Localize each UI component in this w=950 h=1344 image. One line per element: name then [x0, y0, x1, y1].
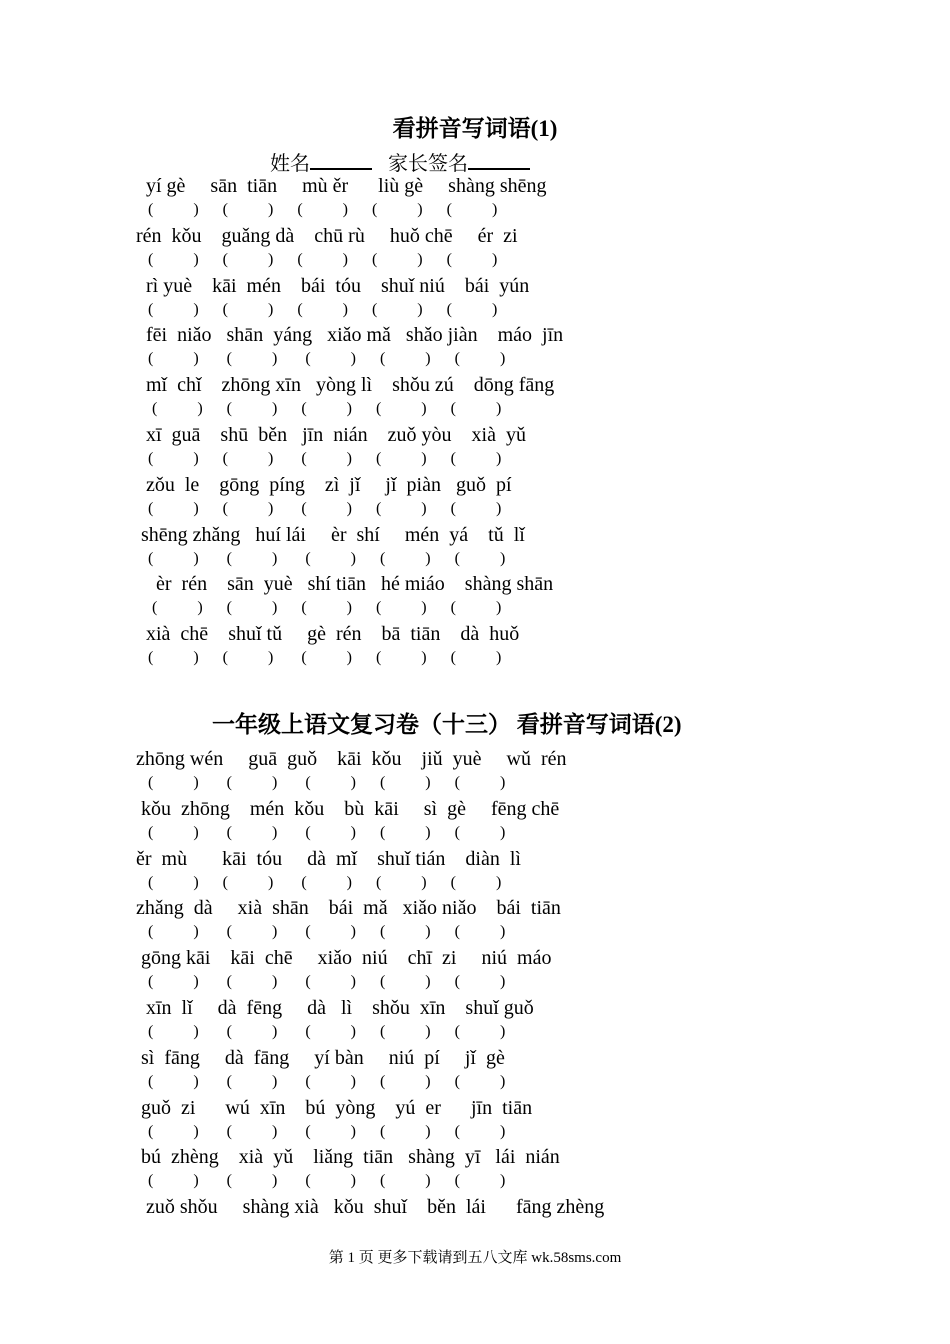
pinyin-row: ěr mù kāi tóu dà mǐ shuǐ tián diàn lì — [136, 847, 521, 870]
answer-blanks-row: ( ) ( ) ( ) ( ) ( ) — [148, 350, 506, 368]
answer-blanks-row: ( ) ( ) ( ) ( ) ( ) — [148, 649, 502, 667]
page-footer: 第 1 页 更多下载请到五八文库 wk.58sms.com — [328, 1250, 622, 1266]
pinyin-row: zuǒ shǒu shàng xià kǒu shuǐ běn lái fāng zhèng — [136, 1196, 605, 1219]
pinyin-row: zhōng wén guā guǒ kāi kǒu jiǔ yuè wǔ rén — [136, 748, 567, 770]
pinyin-row: yí gè sān tiān mù ěr liù gè shàng shēng — [136, 175, 547, 197]
answer-blanks-row: ( ) ( ) ( ) ( ) ( ) — [148, 599, 502, 617]
pinyin-row: xīn lǐ dà fēng dà lì shǒu xīn shuǐ guǒ — [136, 997, 534, 1019]
section2-title: 一年级上语文复习卷（十三） 看拼音写词语(2) — [212, 712, 682, 737]
answer-blanks-row: ( ) ( ) ( ) ( ) ( ) — [148, 400, 502, 418]
answer-blanks-row: ( ) ( ) ( ) ( ) ( ) — [148, 499, 502, 517]
answer-blanks-row: ( ) ( ) ( ) ( ) ( ) — [148, 201, 498, 218]
signature-line — [270, 147, 530, 176]
name-blank — [310, 150, 372, 170]
answer-blanks-row: ( ) ( ) ( ) ( ) ( ) — [148, 774, 506, 791]
answer-blanks-row: ( ) ( ) ( ) ( ) ( ) — [148, 450, 502, 467]
pinyin-row: èr rén sān yuè shí tiān hé miáo shàng shān — [136, 573, 554, 596]
answer-blanks-row: ( ) ( ) ( ) ( ) ( ) — [148, 923, 506, 941]
answer-blanks-row: ( ) ( ) ( ) ( ) ( ) — [148, 1023, 506, 1040]
pinyin-row: rì yuè kāi mén bái tóu shuǐ niú bái yún — [136, 274, 530, 297]
answer-blanks-row: ( ) ( ) ( ) ( ) ( ) — [148, 250, 498, 268]
pinyin-row: shēng zhǎng huí lái èr shí mén yá tǔ lǐ — [136, 523, 525, 546]
pinyin-row: zǒu le gōng píng zì jǐ jǐ piàn guǒ pí — [136, 473, 512, 496]
pinyin-row: kǒu zhōng mén kǒu bù kāi sì gè fēng chē — [136, 797, 560, 820]
answer-blanks-row: ( ) ( ) ( ) ( ) ( ) — [148, 1072, 506, 1090]
answer-blanks-row: ( ) ( ) ( ) ( ) ( ) — [148, 549, 506, 567]
parent-sign-blank — [468, 150, 530, 170]
pinyin-row: fēi niǎo shān yáng xiǎo mǎ shǎo jiàn máo jīn — [136, 324, 564, 347]
answer-blanks-row: ( ) ( ) ( ) ( ) ( ) — [148, 873, 502, 891]
pinyin-row: xī guā shū běn jīn nián zuǒ yòu xià yǔ — [136, 424, 526, 446]
pinyin-row: gōng kāi kāi chē xiǎo niú chī zi niú máo — [136, 947, 552, 970]
answer-blanks-row: ( ) ( ) ( ) ( ) ( ) — [148, 1122, 506, 1140]
pinyin-row: rén kǒu guǎng dà chū rù huǒ chē ér zi — [136, 224, 518, 247]
answer-blanks-row: ( ) ( ) ( ) ( ) ( ) — [148, 300, 498, 318]
pinyin-row: guǒ zi wú xīn bú yòng yú er jīn tiān — [136, 1096, 533, 1119]
answer-blanks-row: ( ) ( ) ( ) ( ) ( ) — [148, 1172, 506, 1190]
answer-blanks-row: ( ) ( ) ( ) ( ) ( ) — [148, 823, 506, 841]
section1-title: 看拼音写词语(1) — [392, 116, 558, 141]
pinyin-row: mǐ chǐ zhōng xīn yòng lì shǒu zú dōng fāng — [136, 374, 555, 397]
pinyin-row: sì fāng dà fāng yí bàn niú pí jǐ gè — [136, 1046, 505, 1069]
answer-blanks-row: ( ) ( ) ( ) ( ) ( ) — [148, 973, 506, 991]
pinyin-row: xià chē shuǐ tǔ gè rén bā tiān dà huǒ — [136, 623, 520, 646]
name-label: 姓名 — [270, 153, 310, 175]
pinyin-row: zhǎng dà xià shān bái mǎ xiǎo niǎo bái tiān — [136, 897, 561, 920]
pinyin-row: bú zhèng xià yǔ liǎng tiān shàng yī lái nián — [136, 1146, 560, 1169]
parent-sign-label: 家长签名 — [388, 153, 468, 175]
